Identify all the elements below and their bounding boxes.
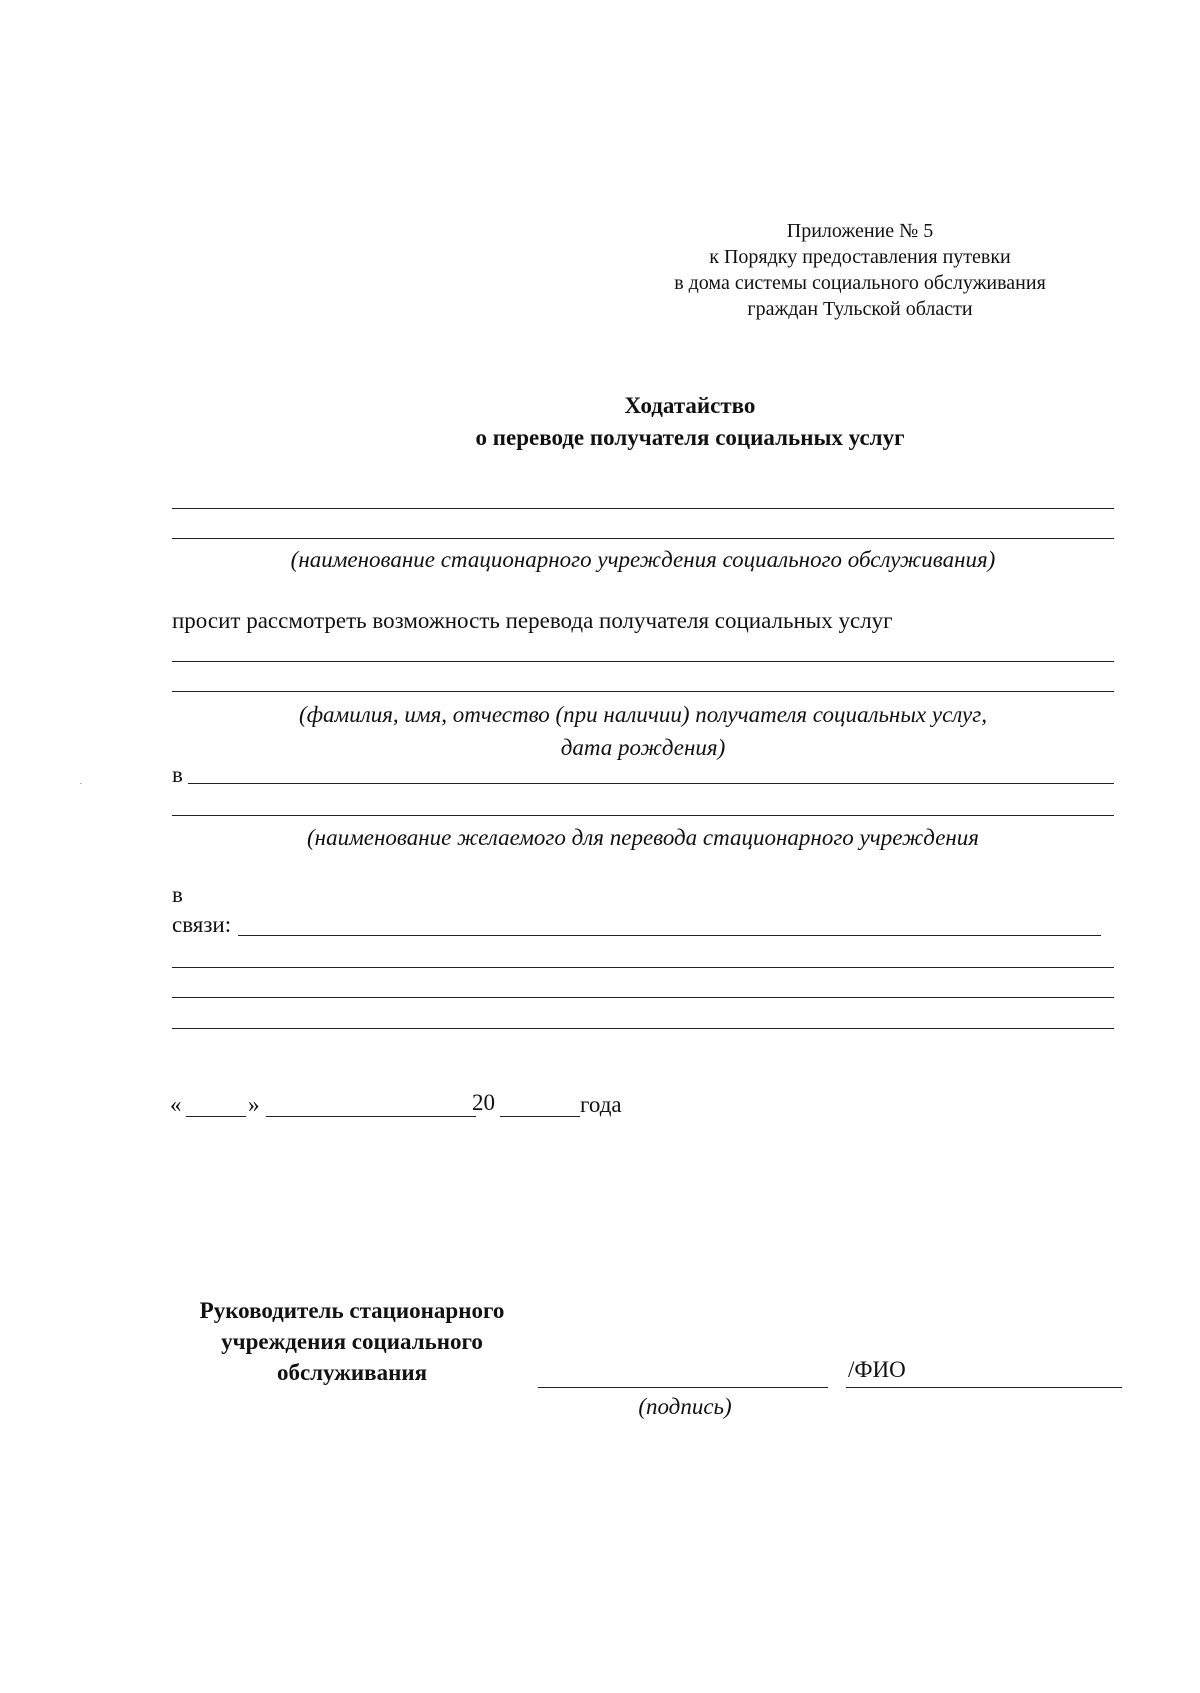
appendix-number: Приложение № 5 [786,220,934,242]
date-day-line[interactable] [186,1116,246,1117]
recipient-caption [172,698,1114,764]
document-title [300,390,1080,454]
reason-fill-line-2[interactable] [172,967,1114,968]
institution-fill-line-2[interactable] [172,538,1114,539]
recipient-caption-line-2: дата рождения) [560,735,726,760]
to-prefix: в [172,762,183,787]
institution-fill-line-1[interactable] [172,508,1114,509]
target-institution-fill-line-1[interactable] [188,783,1114,784]
appendix-reference-line-2: к Порядку предоставления путевки [709,246,1011,268]
date-close-quote: » [248,1092,260,1117]
date-year-suffix: года [580,1092,622,1117]
signer-title [172,1295,532,1388]
reason-fill-line-4[interactable] [172,1028,1114,1029]
reason-prefix-line-2: связи: [172,912,232,937]
date-open-quote: « [170,1092,182,1117]
signer-line-3: обслуживания [276,1360,428,1385]
fio-fill-line[interactable] [846,1387,1122,1388]
signature-line[interactable] [538,1387,828,1388]
scan-mark [80,783,82,784]
reason-prefix-line-1: в [172,882,183,907]
recipient-fill-line-2[interactable] [172,691,1114,692]
title-line-2: о переводе получателя социальных услуг [475,425,905,450]
date-month-line[interactable] [266,1116,476,1117]
reason-fill-line-1[interactable] [238,935,1101,936]
appendix-reference-line-3: в дома системы социального обслуживания [674,272,1046,294]
target-institution-fill-line-2[interactable] [172,815,1114,816]
appendix-header [590,218,1130,322]
date-year-line[interactable] [500,1116,580,1117]
institution-caption: (наименование стационарного учреждения социального обслуживания) [290,547,996,572]
signature-caption: (подпись) [638,1394,732,1419]
target-institution-caption: (наименование желаемого для перевода стационарного учреждения [307,825,979,850]
signer-line-2: учреждения социального [221,1329,483,1354]
signer-line-1: Руководитель стационарного [199,1298,505,1323]
appendix-reference-line-4: граждан Тульской области [747,298,973,320]
fio-label: /ФИО [848,1357,906,1382]
reason-fill-line-3[interactable] [172,997,1114,998]
title-line-1: Ходатайство [624,393,756,418]
recipient-fill-line-1[interactable] [172,661,1114,662]
request-text: просит рассмотреть возможность перевода получателя социальных услуг [172,608,893,633]
recipient-caption-line-1: (фамилия, имя, отчество (при наличии) получателя социальных услуг, [299,702,987,727]
date-year-prefix: 20 [472,1090,495,1115]
